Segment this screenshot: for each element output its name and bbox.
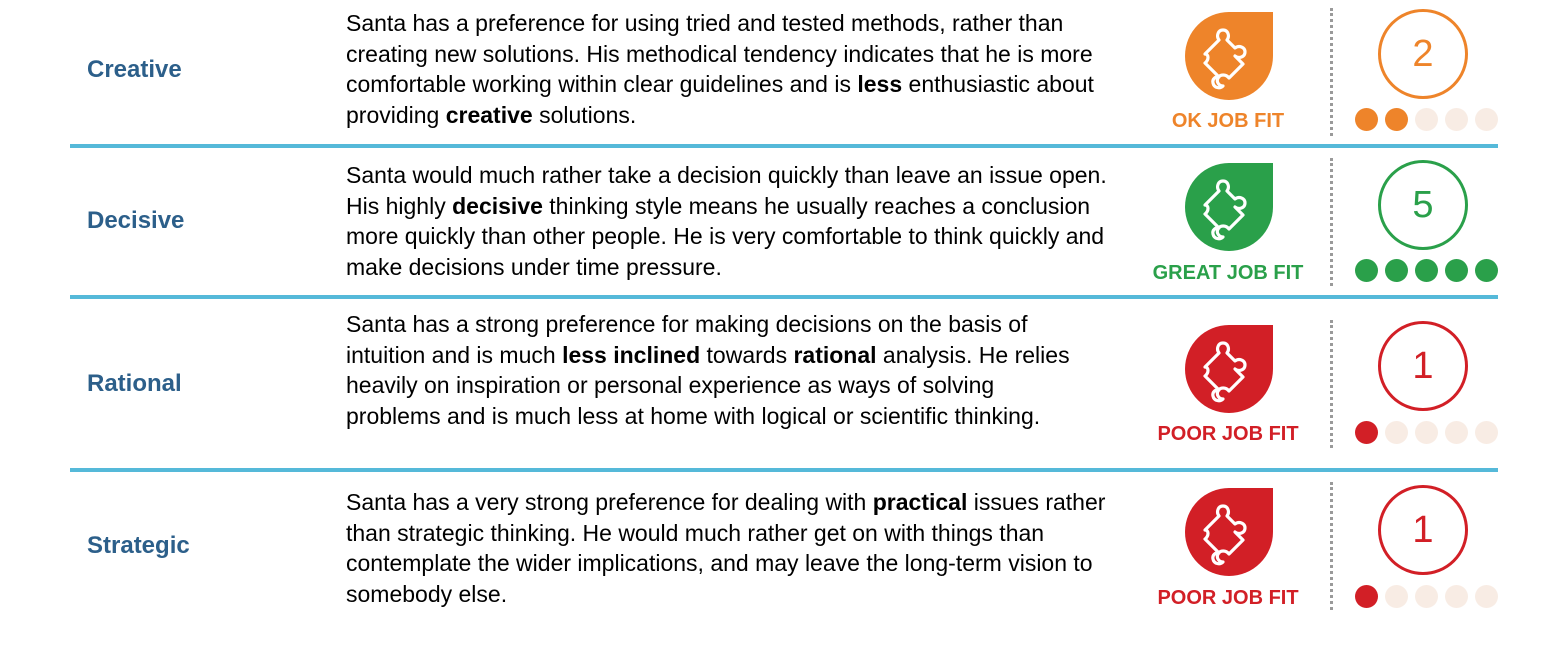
description-text: Santa has a very strong preference for dealing with bbox=[346, 489, 873, 515]
competency-description bbox=[346, 160, 1116, 282]
score-dot-filled bbox=[1355, 108, 1378, 131]
description-text: thinking style means he usually reaches a conclusion more quickly than other people. He is very comfortable to think quickly and make decisions under time pressure. bbox=[346, 192, 1105, 280]
puzzle-icon bbox=[1183, 10, 1275, 102]
column-divider bbox=[1330, 8, 1333, 136]
score-dots bbox=[1355, 259, 1498, 281]
competency-label: Rational bbox=[87, 370, 182, 397]
score-circle: 1 bbox=[1378, 485, 1468, 575]
competency-description bbox=[346, 309, 1091, 431]
emphasis-text: less bbox=[857, 71, 903, 98]
score-dot-filled bbox=[1385, 259, 1408, 282]
column-divider bbox=[1330, 158, 1333, 286]
competency-label: Decisive bbox=[87, 207, 185, 234]
row-separator bbox=[70, 295, 1498, 299]
description-text: Santa has a strong preference for making decisions on the basis of intuition and is much bbox=[346, 311, 1028, 368]
job-fit-label: OK JOB FIT bbox=[1171, 110, 1285, 132]
competency-description bbox=[346, 8, 1106, 130]
score-dot-empty bbox=[1385, 585, 1408, 608]
score-dot-filled bbox=[1355, 259, 1378, 282]
score-dot-empty bbox=[1475, 421, 1498, 444]
description-text: Santa would much rather take a decision quickly than leave an issue open. His highly bbox=[346, 162, 1107, 219]
description-text: enthusiastic about providing bbox=[346, 71, 1094, 128]
score-dot-filled bbox=[1445, 259, 1468, 282]
score-circle: 1 bbox=[1378, 321, 1468, 411]
score-dot-filled bbox=[1385, 108, 1408, 131]
score-dot-filled bbox=[1475, 259, 1498, 282]
column-divider bbox=[1330, 482, 1333, 610]
column-divider bbox=[1330, 320, 1333, 448]
score-dot-filled bbox=[1355, 585, 1378, 608]
competency-label: Creative bbox=[87, 56, 182, 83]
score-dot-empty bbox=[1445, 421, 1468, 444]
score-dot-filled bbox=[1415, 259, 1438, 282]
emphasis-text: creative bbox=[445, 101, 533, 128]
emphasis-text: rational bbox=[793, 341, 877, 368]
score-dot-empty bbox=[1445, 585, 1468, 608]
score-dot-empty bbox=[1475, 108, 1498, 131]
puzzle-icon bbox=[1183, 161, 1275, 253]
job-fit-label: POOR JOB FIT bbox=[1157, 587, 1299, 609]
score-dot-empty bbox=[1385, 421, 1408, 444]
description-text: solutions. bbox=[532, 101, 637, 128]
score-circle: 2 bbox=[1378, 9, 1468, 99]
score-dots bbox=[1355, 108, 1498, 130]
score-dot-empty bbox=[1415, 585, 1438, 608]
competency-description bbox=[346, 487, 1116, 609]
job-fit-label: POOR JOB FIT bbox=[1157, 423, 1299, 445]
row-separator bbox=[70, 144, 1498, 148]
description-text: issues rather than strategic thinking. He would much rather get on with things than contemplate the wider implications, and may leave the long-term vision to somebody else. bbox=[346, 489, 1106, 607]
score-dot-empty bbox=[1415, 421, 1438, 444]
emphasis-text: practical bbox=[872, 489, 968, 515]
description-text: Santa has a preference for using tried and tested methods, rather than creating new solutions. His methodical tendency indicates that he is more comfortable working within clear guidelines and is bbox=[346, 10, 1093, 98]
description-text: analysis. He relies heavily on inspiration or personal experience as ways of solving problems and is much less at home with logical or scientific thinking. bbox=[346, 341, 1070, 429]
emphasis-text: decisive bbox=[452, 192, 543, 219]
score-circle: 5 bbox=[1378, 160, 1468, 250]
score-dot-empty bbox=[1445, 108, 1468, 131]
description-text: towards bbox=[700, 341, 794, 368]
competency-label: Strategic bbox=[87, 532, 190, 559]
score-dot-empty bbox=[1415, 108, 1438, 131]
score-dots bbox=[1355, 421, 1498, 443]
emphasis-text: less inclined bbox=[562, 341, 701, 368]
job-fit-label: GREAT JOB FIT bbox=[1152, 262, 1304, 284]
puzzle-icon bbox=[1183, 323, 1275, 415]
row-separator bbox=[70, 468, 1498, 472]
score-dot-empty bbox=[1475, 585, 1498, 608]
puzzle-icon bbox=[1183, 486, 1275, 578]
score-dots bbox=[1355, 585, 1498, 607]
score-dot-filled bbox=[1355, 421, 1378, 444]
